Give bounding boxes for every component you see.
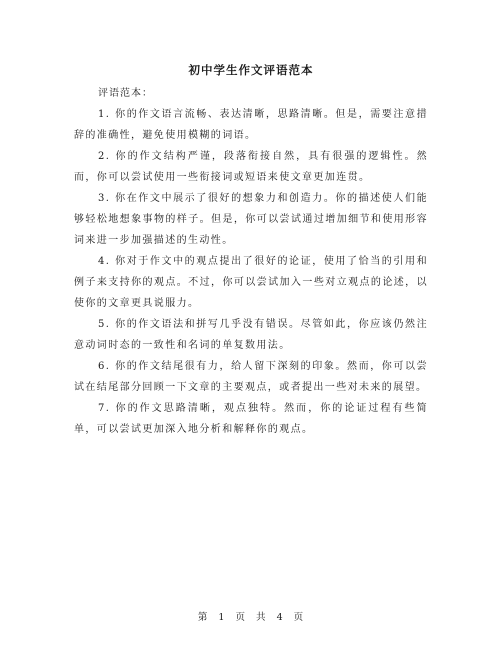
document-body <box>74 83 428 440</box>
footer-label-gong: 共 <box>256 612 267 623</box>
footer-label-ye: 页 <box>235 612 246 623</box>
comment-paragraph-7: 7. 你的作文思路清晰，观点独特。然而，你的论证过程有些简单，可以尝试更加深入地分析和解释你的观点。 <box>74 403 428 435</box>
comment-paragraph-1: 1. 你的作文语言流畅、表达清晰，思路清晰。但是，需要注意措辞的准确性，避免使用模糊的词语。 <box>74 109 428 141</box>
footer-label-di: 第 <box>197 612 209 623</box>
comment-paragraph-5: 5. 你的作文语法和拼写几乎没有错误。尽管如此，你应该仍然注意动词时态的一致性和名词的单复数用法。 <box>74 319 428 351</box>
comment-paragraph-6: 6. 你的作文结尾很有力，给人留下深刻的印象。然而，你可以尝试在结尾部分回顾一下文章的主要观点，或者提出一些对未来的展望。 <box>74 361 428 393</box>
document-title: 初中学生作文评语范本 <box>188 63 314 77</box>
footer-total-pages: 4 <box>276 612 284 623</box>
comment-paragraph-3: 3. 你在作文中展示了很好的想象力和创造力。你的描述使人们能够轻松地想象事物的样子。但是，你可以尝试通过增加细节和使用形容词来进一步加强描述的生动性。 <box>74 193 428 246</box>
comment-paragraph-2: 2. 你的作文结构严谨，段落衔接自然，具有很强的逻辑性。然而，你可以尝试使用一些衔接词或短语来使文章更加连贯。 <box>74 151 428 183</box>
page-footer <box>0 609 502 623</box>
comment-paragraph-4: 4. 你对于作文中的观点提出了很好的论证，使用了恰当的引用和例子来支持你的观点。不过，你可以尝试加入一些对立观点的论述，以使你的文章更具说服力。 <box>74 256 428 309</box>
section-subheading: 评语范本： <box>98 88 153 99</box>
footer-label-ye2: 页 <box>293 612 305 623</box>
footer-current-page: 1 <box>218 612 226 623</box>
